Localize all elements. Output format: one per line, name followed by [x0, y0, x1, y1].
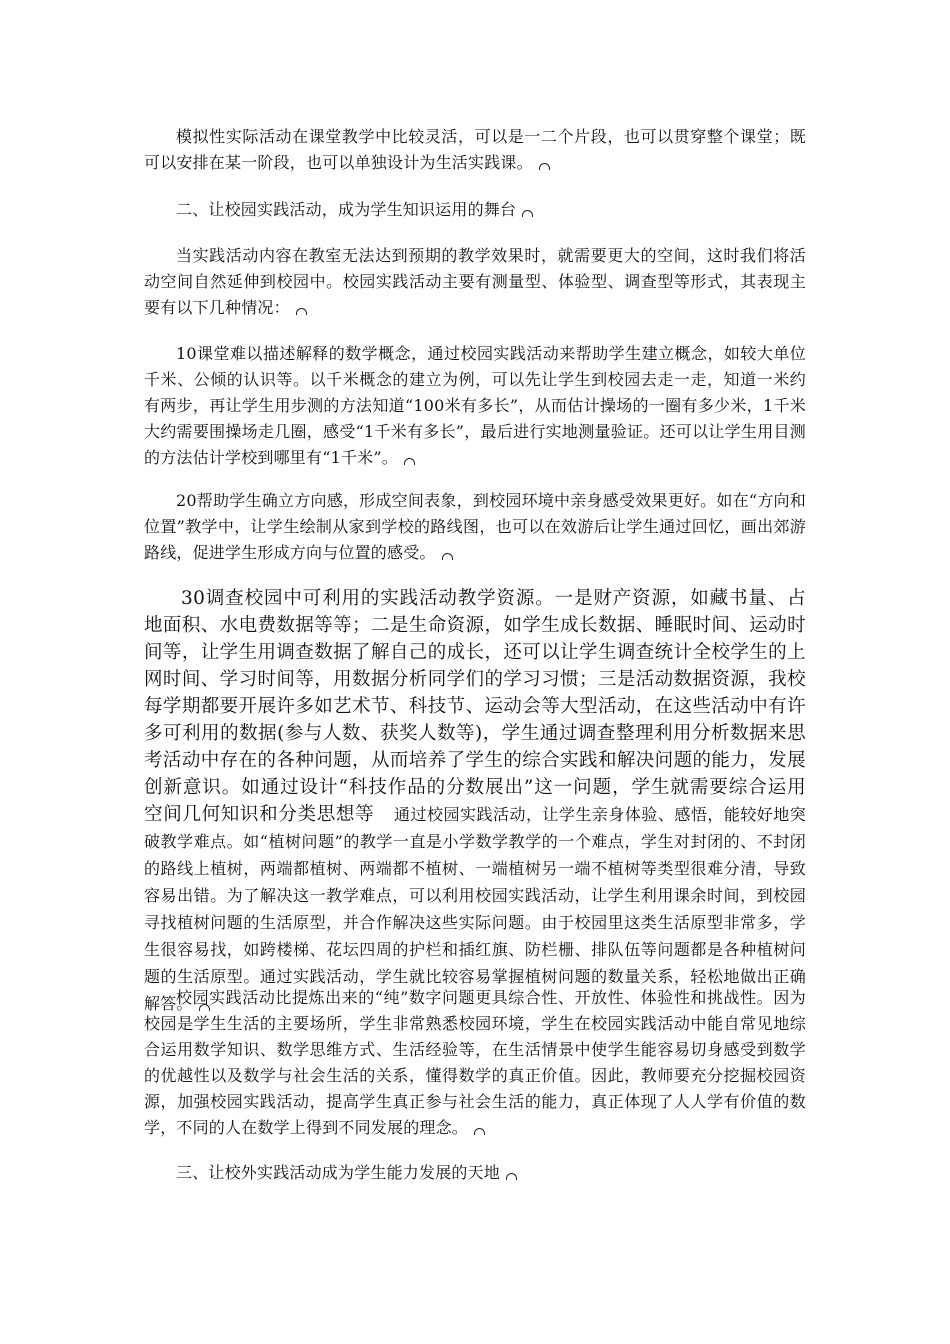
paragraph-text: 10课堂难以描述解释的数学概念，通过校园实践活动来帮助学生建立概念，如较大单位千米、公倾的认识等。以千米概念的建立为例，可以先让学生到校园去走一走，知道一米约有两步，再让学生用步测的方法知道“100米有多长”，从而估计操场的一圈有多少米，1千米大约需要围操场走几圈，感受“1千米有多长”，最后进行实地测量验证。还可以让学生用目测的方法估计学校到哪里有“1千米”。 — [144, 344, 806, 467]
paragraph-mark-icon — [474, 1128, 485, 1135]
section-heading-3 — [144, 1160, 806, 1186]
paragraph-text: 模拟性实际活动在课堂教学中比较灵活，可以是一二个片段，也可以贯穿整个课堂；既可以安排在某一阶段，也可以单独设计为生活实践课。 — [144, 127, 806, 172]
paragraph-kilometer-concept — [144, 341, 806, 471]
paragraph-campus-resources — [144, 585, 806, 1017]
paragraph-mark-icon — [506, 1173, 517, 1180]
paragraph-text: 20帮助学生确立方向感，形成空间表象，到校园环境中亲身感受效果更好。如在“方向和位置”教学中，让学生绘制从家到学校的路线图，也可以在效游后让学生通过回忆，画出郊游路线，促进学生形成方向与位置的感受。 — [144, 491, 806, 562]
paragraph-campus-space — [144, 243, 806, 321]
paragraph-direction-sense — [144, 488, 806, 566]
paragraph-mark-icon — [539, 163, 550, 170]
paragraph-text: 当实践活动内容在教室无法达到预期的教学效果时，就需要更大的空间，这时我们将活动空间自然延伸到校园中。校园实践活动主要有测量型、体验型、调查型等形式，其表现主要有以下几种情况： — [144, 246, 806, 317]
paragraph-campus-summary — [144, 985, 806, 1141]
paragraph-simulated-activity — [144, 124, 806, 176]
paragraph-text-continued: 通过校园实践活动，让学生亲身体验、感悟，能较好地突破教学难点。如“植树问题”的教学一直是小学数学教学的一个难点，学生对封闭的、不封闭的路线上植树，两端都植树、两端都不植树、一端植树另一端不植树等类型很难分清，导致容易出错。为了解决这一教学难点，可以利用校园实践活动，让学生利用课余时间，到校园寻找植树问题的生活原型，并合作解决这些实际问题。由于校园里这类生活原型非常多，学生很容易找，如跨楼梯、花坛四周的护栏和插红旗、防栏栅、排队伍等问题都是各种植树问题的生活原型。通过实践活动，学生就比较容易掌握植树问题的数量关系，轻松地做出正确解答。 — [144, 805, 806, 1013]
paragraph-mark-icon — [442, 553, 453, 560]
paragraph-mark-icon — [404, 458, 415, 465]
paragraph-mark-icon — [522, 210, 533, 217]
heading-text: 二、让校园实践活动，成为学生知识运用的舞台 — [176, 200, 517, 219]
heading-text: 三、让校外实践活动成为学生能力发展的天地 — [176, 1163, 501, 1182]
section-heading-2 — [144, 197, 806, 223]
paragraph-text: 30调查校园中可利用的实践活动教学资源。一是财产资源，如藏书量、占地面积、水电费数据等等；二是生命资源，如学生成长数据、睡眠时间、运动时间等，让学生用调查数据了解自己的成长，还可以让学生调查统计全校学生的上网时间、学习时间等，用数据分析同学们的学习习惯；三是活动数据资源，我校每学期都要开展许多如艺术节、科技节、运动会等大型活动，在这些活动中有许多可利用的数据(参与人数、获奖人数等)，学生通过调查整理利用分析数据来思考活动中存在的各种问题，从而培养了学生的综合实践和解决问题的能力，发展创新意识。如通过设计“科技作品的分数展出”这一问题，学生就需要综合运用空间几何知识和分类思想等 — [144, 588, 806, 825]
paragraph-text: 校园实践活动比提炼出来的“纯”数字问题更具综合性、开放性、体验性和挑战性。因为校园是学生生活的主要场所，学生非常熟悉校园环境，学生在校园实践活动中能自常见地综合运用数学知识、数学思维方式、生活经验等，在生活情景中使学生能容易切身感受到数学的优越性以及数学与社会生活的关系，懂得数学的真正价值。因此，教师要充分挖掘校园资源，加强校园实践活动，提高学生真正参与社会生活的能力，真正体现了人人学有价值的数学，不同的人在数学上得到不同发展的理念。 — [144, 988, 806, 1137]
paragraph-mark-icon — [296, 308, 307, 315]
